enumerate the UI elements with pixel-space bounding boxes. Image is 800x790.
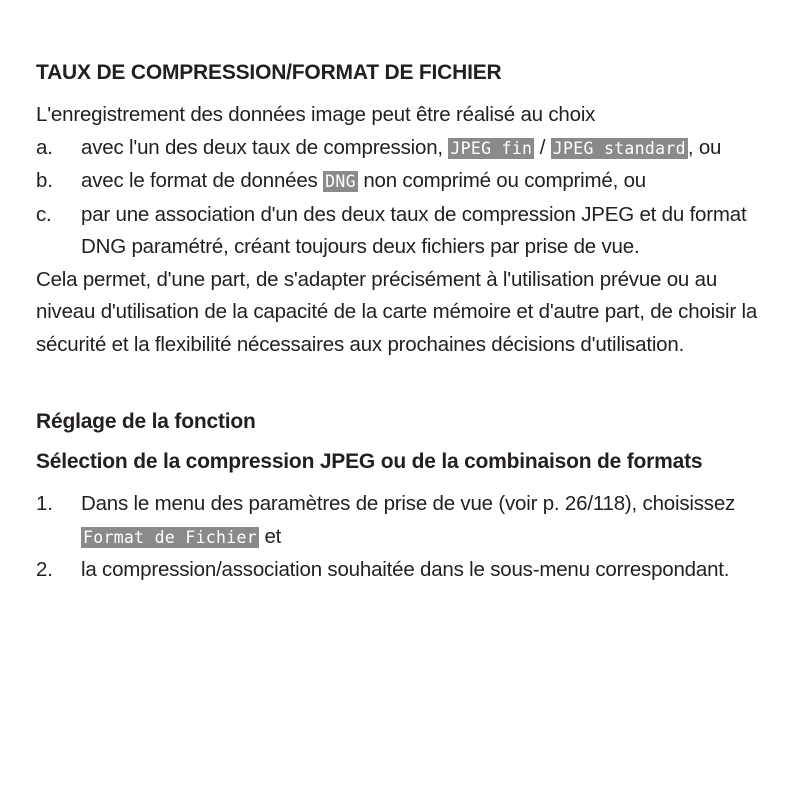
option-a-sep: /: [539, 135, 546, 159]
tag-dng: DNG: [325, 172, 356, 192]
step-1-text1: Dans le menu des paramètres de prise de vue (voir p. 26/118), choisissez: [81, 492, 736, 516]
option-b: [36, 165, 776, 199]
content: [36, 60, 776, 587]
tag-format-de-fichier: Format de Fichier: [83, 527, 257, 547]
tag-jpeg-standard: JPEG standard: [552, 138, 686, 158]
section-heading: Réglage de la fonction: [36, 410, 256, 434]
step-1: [36, 488, 776, 554]
explanation-paragraph: Cela permet, d'une part, de s'adapter précisément à l'utilisation prévue ou au niveau d'utilisation de la capacité de la carte mémoire et d'autre part, de choisir la sécurité et la flexibilité nécessaires aux prochaines décisions d'utilisation.: [36, 267, 758, 356]
option-a-text2: , ou: [687, 135, 722, 159]
option-b-text2: non comprimé ou comprimé, ou: [363, 169, 646, 193]
step-2-marker: 2.: [36, 558, 53, 582]
option-b-text1: avec le format de données: [81, 169, 318, 193]
subsection-heading: Sélection de la compression JPEG ou de la combinaison de formats: [36, 450, 703, 474]
option-c: [36, 199, 776, 264]
step-2: [36, 554, 776, 587]
option-c-text: par une association d'un des deux taux de compression JPEG et du format DNG paramétré, créant toujours deux fichiers par prise de vue.: [81, 202, 747, 259]
step-1-text2: et: [264, 524, 282, 548]
step-2-text: la compression/association souhaitée dans le sous-menu correspondant.: [81, 558, 730, 582]
intro-text: L'enregistrement des données image peut être réalisé au choix: [36, 103, 596, 127]
option-a: [36, 132, 776, 166]
option-b-marker: b.: [36, 169, 53, 193]
options-list: [36, 132, 776, 264]
option-a-marker: a.: [36, 135, 53, 159]
option-c-marker: c.: [36, 202, 52, 226]
tag-jpeg-fin: JPEG fin: [450, 138, 533, 158]
step-1-marker: 1.: [36, 492, 53, 516]
steps-list: [36, 488, 776, 587]
page-title: TAUX DE COMPRESSION/FORMAT DE FICHIER: [36, 61, 502, 84]
option-a-text1: avec l'un des deux taux de compression,: [81, 135, 443, 159]
